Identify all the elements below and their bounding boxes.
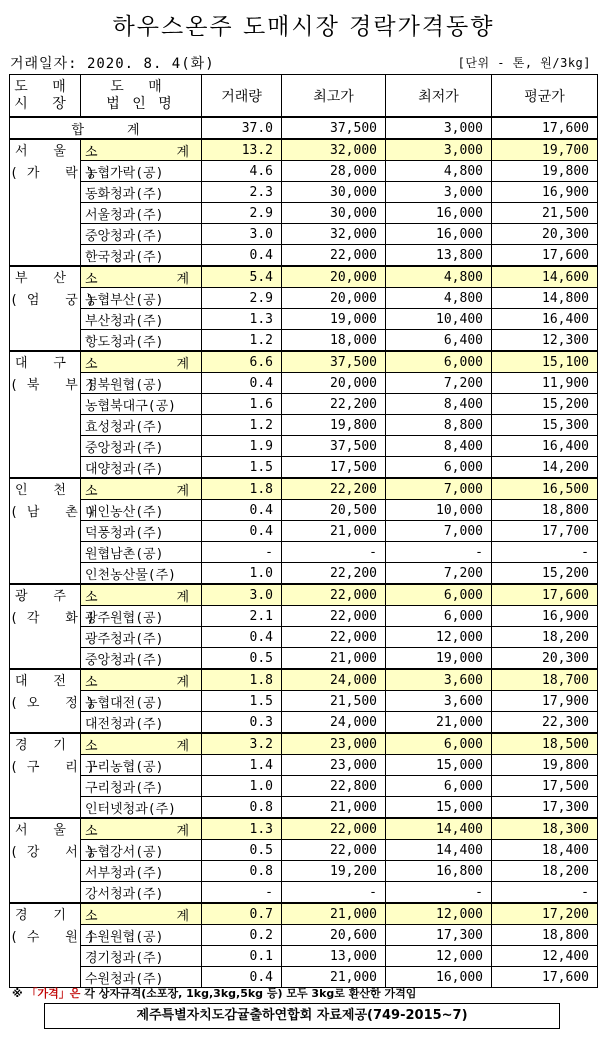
company-max: 22,000 bbox=[282, 627, 386, 648]
company-name: 광주청과(주) bbox=[81, 627, 202, 648]
subtotal-min: 4,800 bbox=[386, 266, 492, 288]
company-volume: 0.5 bbox=[202, 840, 282, 861]
company-name: 항도청과(주) bbox=[81, 330, 202, 352]
table-row bbox=[10, 542, 598, 563]
company-name: 농협가락(공) bbox=[81, 161, 202, 182]
company-max: 18,000 bbox=[282, 330, 386, 352]
company-min: 15,000 bbox=[386, 755, 492, 776]
company-max: 30,000 bbox=[282, 203, 386, 224]
table-row bbox=[10, 245, 598, 267]
table-row bbox=[10, 882, 598, 904]
company-max: 28,000 bbox=[282, 161, 386, 182]
company-name: 중앙청과(주) bbox=[81, 436, 202, 457]
company-min: 16,000 bbox=[386, 224, 492, 245]
company-min: - bbox=[386, 542, 492, 563]
company-volume: 1.5 bbox=[202, 457, 282, 479]
subtotal-min: 3,600 bbox=[386, 669, 492, 691]
company-volume: 0.8 bbox=[202, 861, 282, 882]
table-row bbox=[10, 182, 598, 203]
market-name: 부 산 (엄 궁) bbox=[10, 266, 81, 351]
company-max: 22,000 bbox=[282, 606, 386, 627]
subtotal-min: 7,000 bbox=[386, 478, 492, 500]
company-max: - bbox=[282, 882, 386, 904]
table-row bbox=[10, 309, 598, 330]
company-volume: 1.3 bbox=[202, 309, 282, 330]
table-row bbox=[10, 161, 598, 182]
company-min: 6,400 bbox=[386, 330, 492, 352]
subtotal-max: 22,000 bbox=[282, 818, 386, 840]
subtotal-min: 3,000 bbox=[386, 139, 492, 161]
company-min: 6,000 bbox=[386, 457, 492, 479]
table-row bbox=[10, 712, 598, 734]
company-min: 10,400 bbox=[386, 309, 492, 330]
company-min: 7,000 bbox=[386, 521, 492, 542]
subtotal-volume: 3.0 bbox=[202, 584, 282, 606]
company-min: 16,000 bbox=[386, 967, 492, 988]
company-max: 21,500 bbox=[282, 691, 386, 712]
company-avg: 12,400 bbox=[492, 946, 598, 967]
company-max: - bbox=[282, 542, 386, 563]
subtotal-volume: 3.2 bbox=[202, 733, 282, 755]
subtotal-max: 32,000 bbox=[282, 139, 386, 161]
company-name: 강서청과(주) bbox=[81, 882, 202, 904]
subtotal-min: 6,000 bbox=[386, 584, 492, 606]
table-row bbox=[10, 373, 598, 394]
subtotal-volume: 6.6 bbox=[202, 351, 282, 373]
table-row bbox=[10, 648, 598, 670]
table-row bbox=[10, 224, 598, 245]
subtotal-avg: 17,200 bbox=[492, 903, 598, 925]
subtotal-volume: 1.3 bbox=[202, 818, 282, 840]
company-name: 농협부산(공) bbox=[81, 288, 202, 309]
company-avg: 17,300 bbox=[492, 797, 598, 819]
subtotal-label: 소 계 bbox=[81, 478, 202, 500]
company-max: 22,000 bbox=[282, 245, 386, 267]
subtotal-min: 6,000 bbox=[386, 351, 492, 373]
subtotal-volume: 1.8 bbox=[202, 669, 282, 691]
company-max: 20,000 bbox=[282, 288, 386, 309]
subtotal-label: 소 계 bbox=[81, 669, 202, 691]
company-avg: 18,800 bbox=[492, 500, 598, 521]
subtotal-avg: 16,500 bbox=[492, 478, 598, 500]
company-name: 서울청과(주) bbox=[81, 203, 202, 224]
company-volume: 0.5 bbox=[202, 648, 282, 670]
company-min: 8,400 bbox=[386, 436, 492, 457]
company-name: 수원원협(공) bbox=[81, 925, 202, 946]
company-name: 대인농산(주) bbox=[81, 500, 202, 521]
company-avg: 20,300 bbox=[492, 224, 598, 245]
company-avg: 22,300 bbox=[492, 712, 598, 734]
company-name: 경기청과(주) bbox=[81, 946, 202, 967]
company-max: 21,000 bbox=[282, 967, 386, 988]
note-highlight: 「가격」은 bbox=[26, 987, 81, 1000]
company-min: 21,000 bbox=[386, 712, 492, 734]
subtotal-row bbox=[10, 903, 598, 925]
company-max: 23,000 bbox=[282, 755, 386, 776]
company-volume: 2.1 bbox=[202, 606, 282, 627]
company-max: 19,000 bbox=[282, 309, 386, 330]
table-row bbox=[10, 521, 598, 542]
company-volume: 0.1 bbox=[202, 946, 282, 967]
company-name: 경북원협(공) bbox=[81, 373, 202, 394]
subtotal-min: 14,400 bbox=[386, 818, 492, 840]
company-min: 19,000 bbox=[386, 648, 492, 670]
company-name: 동화청과(주) bbox=[81, 182, 202, 203]
subtotal-volume: 13.2 bbox=[202, 139, 282, 161]
company-avg: 11,900 bbox=[492, 373, 598, 394]
table-row bbox=[10, 330, 598, 352]
company-name: 대양청과(주) bbox=[81, 457, 202, 479]
company-name: 원협남촌(공) bbox=[81, 542, 202, 563]
company-avg: 15,200 bbox=[492, 563, 598, 585]
subtotal-label: 소 계 bbox=[81, 266, 202, 288]
subtotal-max: 24,000 bbox=[282, 669, 386, 691]
company-volume: 1.4 bbox=[202, 755, 282, 776]
company-avg: 14,200 bbox=[492, 457, 598, 479]
header-avg: 평균가 bbox=[492, 75, 598, 118]
table-row bbox=[10, 457, 598, 479]
table-row bbox=[10, 415, 598, 436]
table-row bbox=[10, 203, 598, 224]
subtotal-row bbox=[10, 478, 598, 500]
company-avg: 20,300 bbox=[492, 648, 598, 670]
company-max: 22,200 bbox=[282, 394, 386, 415]
company-volume: 1.5 bbox=[202, 691, 282, 712]
subtotal-row bbox=[10, 818, 598, 840]
company-name: 수원청과(주) bbox=[81, 967, 202, 988]
company-name: 부산청과(주) bbox=[81, 309, 202, 330]
market-name: 서 울 (가 락) bbox=[10, 139, 81, 266]
table-row bbox=[10, 500, 598, 521]
company-volume: 2.9 bbox=[202, 288, 282, 309]
subtotal-max: 20,000 bbox=[282, 266, 386, 288]
subtotal-row bbox=[10, 733, 598, 755]
subtotal-volume: 5.4 bbox=[202, 266, 282, 288]
company-max: 24,000 bbox=[282, 712, 386, 734]
company-min: 6,000 bbox=[386, 606, 492, 627]
company-avg: 12,300 bbox=[492, 330, 598, 352]
company-avg: - bbox=[492, 542, 598, 563]
company-avg: - bbox=[492, 882, 598, 904]
company-max: 13,000 bbox=[282, 946, 386, 967]
company-volume: 1.0 bbox=[202, 563, 282, 585]
table-header-row bbox=[10, 75, 598, 118]
company-volume: 1.0 bbox=[202, 776, 282, 797]
table-row bbox=[10, 797, 598, 819]
company-min: 8,800 bbox=[386, 415, 492, 436]
subtotal-label: 소 계 bbox=[81, 818, 202, 840]
table-row bbox=[10, 861, 598, 882]
company-min: 7,200 bbox=[386, 373, 492, 394]
company-max: 30,000 bbox=[282, 182, 386, 203]
company-name: 구리청과(주) bbox=[81, 776, 202, 797]
table-body bbox=[10, 117, 598, 988]
market-name: 대 구 (북 부) bbox=[10, 351, 81, 478]
company-min: 14,400 bbox=[386, 840, 492, 861]
company-volume: 1.2 bbox=[202, 330, 282, 352]
company-max: 20,600 bbox=[282, 925, 386, 946]
company-volume: 1.6 bbox=[202, 394, 282, 415]
company-avg: 16,900 bbox=[492, 606, 598, 627]
company-min: 4,800 bbox=[386, 288, 492, 309]
company-max: 21,000 bbox=[282, 648, 386, 670]
company-max: 22,000 bbox=[282, 840, 386, 861]
company-min: 4,800 bbox=[386, 161, 492, 182]
subtotal-max: 37,500 bbox=[282, 351, 386, 373]
company-avg: 21,500 bbox=[492, 203, 598, 224]
company-name: 농협강서(공) bbox=[81, 840, 202, 861]
company-volume: 0.4 bbox=[202, 627, 282, 648]
subtotal-row bbox=[10, 669, 598, 691]
company-min: 12,000 bbox=[386, 946, 492, 967]
subtotal-avg: 15,100 bbox=[492, 351, 598, 373]
table-row bbox=[10, 691, 598, 712]
company-max: 22,200 bbox=[282, 563, 386, 585]
company-avg: 17,700 bbox=[492, 521, 598, 542]
company-avg: 18,800 bbox=[492, 925, 598, 946]
subtotal-label: 소 계 bbox=[81, 139, 202, 161]
subtotal-avg: 14,600 bbox=[492, 266, 598, 288]
company-min: 8,400 bbox=[386, 394, 492, 415]
subtotal-avg: 18,700 bbox=[492, 669, 598, 691]
company-avg: 19,800 bbox=[492, 755, 598, 776]
subtotal-label: 소 계 bbox=[81, 351, 202, 373]
company-avg: 19,800 bbox=[492, 161, 598, 182]
subtotal-min: 12,000 bbox=[386, 903, 492, 925]
total-label: 합 계 bbox=[10, 117, 202, 139]
company-volume: 2.9 bbox=[202, 203, 282, 224]
company-volume: 0.4 bbox=[202, 521, 282, 542]
company-max: 32,000 bbox=[282, 224, 386, 245]
market-name: 경 기 (수 원) bbox=[10, 903, 81, 988]
company-avg: 17,900 bbox=[492, 691, 598, 712]
company-min: 16,000 bbox=[386, 203, 492, 224]
subtotal-max: 22,200 bbox=[282, 478, 386, 500]
market-name: 대 전 (오 정) bbox=[10, 669, 81, 733]
company-volume: 1.2 bbox=[202, 415, 282, 436]
subtotal-max: 23,000 bbox=[282, 733, 386, 755]
header-max: 최고가 bbox=[282, 75, 386, 118]
company-volume: 0.4 bbox=[202, 245, 282, 267]
trade-date: 거래일자: 2020. 8. 4(화) bbox=[10, 56, 215, 72]
company-volume: 3.0 bbox=[202, 224, 282, 245]
price-table bbox=[9, 74, 598, 988]
company-name: 대전청과(주) bbox=[81, 712, 202, 734]
company-name: 광주원협(공) bbox=[81, 606, 202, 627]
company-avg: 15,200 bbox=[492, 394, 598, 415]
subtotal-max: 22,000 bbox=[282, 584, 386, 606]
company-avg: 18,200 bbox=[492, 627, 598, 648]
company-volume: 0.4 bbox=[202, 373, 282, 394]
company-volume: 0.2 bbox=[202, 925, 282, 946]
subtotal-row bbox=[10, 266, 598, 288]
total-row bbox=[10, 117, 598, 139]
company-avg: 15,300 bbox=[492, 415, 598, 436]
company-volume: 1.9 bbox=[202, 436, 282, 457]
table-row bbox=[10, 394, 598, 415]
company-min: - bbox=[386, 882, 492, 904]
subtotal-volume: 0.7 bbox=[202, 903, 282, 925]
subtotal-avg: 18,300 bbox=[492, 818, 598, 840]
subtotal-min: 6,000 bbox=[386, 733, 492, 755]
company-min: 12,000 bbox=[386, 627, 492, 648]
data-source: 제주특별자치도감귤출하연합회 자료제공(749-2015~7) bbox=[44, 1003, 560, 1029]
company-volume: 0.3 bbox=[202, 712, 282, 734]
table-row bbox=[10, 288, 598, 309]
header-volume: 거래량 bbox=[202, 75, 282, 118]
company-name: 중앙청과(주) bbox=[81, 648, 202, 670]
company-min: 15,000 bbox=[386, 797, 492, 819]
header-company: 도 매 법 인 명 bbox=[81, 75, 202, 118]
subtotal-avg: 19,700 bbox=[492, 139, 598, 161]
table-row bbox=[10, 755, 598, 776]
company-volume: 4.6 bbox=[202, 161, 282, 182]
table-row bbox=[10, 627, 598, 648]
company-volume: 2.3 bbox=[202, 182, 282, 203]
company-avg: 16,900 bbox=[492, 182, 598, 203]
company-max: 21,000 bbox=[282, 521, 386, 542]
company-volume: - bbox=[202, 882, 282, 904]
company-name: 효성청과(주) bbox=[81, 415, 202, 436]
company-max: 19,800 bbox=[282, 415, 386, 436]
company-avg: 17,600 bbox=[492, 245, 598, 267]
company-volume: - bbox=[202, 542, 282, 563]
company-max: 20,500 bbox=[282, 500, 386, 521]
company-min: 17,300 bbox=[386, 925, 492, 946]
header-min: 최저가 bbox=[386, 75, 492, 118]
total-avg: 17,600 bbox=[492, 117, 598, 139]
company-name: 농협북대구(공) bbox=[81, 394, 202, 415]
company-volume: 0.4 bbox=[202, 967, 282, 988]
company-volume: 0.8 bbox=[202, 797, 282, 819]
table-row bbox=[10, 436, 598, 457]
subtotal-avg: 18,500 bbox=[492, 733, 598, 755]
company-avg: 18,200 bbox=[492, 861, 598, 882]
market-name: 광 주 (각 화) bbox=[10, 584, 81, 669]
table-row bbox=[10, 840, 598, 861]
subtotal-label: 소 계 bbox=[81, 733, 202, 755]
company-min: 3,000 bbox=[386, 182, 492, 203]
company-volume: 0.4 bbox=[202, 500, 282, 521]
market-name: 인 천 (남 촌) bbox=[10, 478, 81, 584]
subtotal-label: 소 계 bbox=[81, 584, 202, 606]
company-avg: 18,400 bbox=[492, 840, 598, 861]
market-name: 서 울 (강 서) bbox=[10, 818, 81, 903]
company-max: 19,200 bbox=[282, 861, 386, 882]
company-avg: 17,600 bbox=[492, 967, 598, 988]
company-name: 한국청과(주) bbox=[81, 245, 202, 267]
company-min: 16,800 bbox=[386, 861, 492, 882]
page-title: 하우스온주 도매시장 경락가격동향 bbox=[112, 14, 495, 40]
company-max: 20,000 bbox=[282, 373, 386, 394]
company-max: 37,500 bbox=[282, 436, 386, 457]
total-min: 3,000 bbox=[386, 117, 492, 139]
company-name: 농협대전(공) bbox=[81, 691, 202, 712]
price-note: ※ 「가격」은 각 상자규격(소포장, 1kg,3kg,5kg 등) 모두 3kg로 환산한 가격임 bbox=[12, 987, 417, 1000]
table-row bbox=[10, 606, 598, 627]
company-min: 6,000 bbox=[386, 776, 492, 797]
subtotal-row bbox=[10, 584, 598, 606]
subtotal-avg: 17,600 bbox=[492, 584, 598, 606]
market-name: 경 기 (구 리) bbox=[10, 733, 81, 818]
table-row bbox=[10, 563, 598, 585]
company-avg: 16,400 bbox=[492, 309, 598, 330]
subtotal-row bbox=[10, 139, 598, 161]
header-market: 도 매 시 장 bbox=[10, 75, 81, 118]
company-min: 10,000 bbox=[386, 500, 492, 521]
table-row bbox=[10, 925, 598, 946]
company-name: 중앙청과(주) bbox=[81, 224, 202, 245]
company-avg: 17,500 bbox=[492, 776, 598, 797]
company-min: 7,200 bbox=[386, 563, 492, 585]
subtotal-row bbox=[10, 351, 598, 373]
company-max: 17,500 bbox=[282, 457, 386, 479]
table-row bbox=[10, 776, 598, 797]
company-avg: 14,800 bbox=[492, 288, 598, 309]
company-name: 서부청과(주) bbox=[81, 861, 202, 882]
total-volume: 37.0 bbox=[202, 117, 282, 139]
company-max: 22,800 bbox=[282, 776, 386, 797]
company-name: 구리농협(공) bbox=[81, 755, 202, 776]
subtotal-volume: 1.8 bbox=[202, 478, 282, 500]
total-max: 37,500 bbox=[282, 117, 386, 139]
table-row bbox=[10, 946, 598, 967]
company-avg: 16,400 bbox=[492, 436, 598, 457]
company-min: 3,600 bbox=[386, 691, 492, 712]
company-name: 덕풍청과(주) bbox=[81, 521, 202, 542]
company-name: 인천농산물(주) bbox=[81, 563, 202, 585]
subtotal-label: 소 계 bbox=[81, 903, 202, 925]
subtotal-max: 21,000 bbox=[282, 903, 386, 925]
unit-label: [단위 - 톤, 원/3kg] bbox=[457, 56, 591, 70]
company-max: 21,000 bbox=[282, 797, 386, 819]
company-min: 13,800 bbox=[386, 245, 492, 267]
company-name: 인터넷청과(주) bbox=[81, 797, 202, 819]
